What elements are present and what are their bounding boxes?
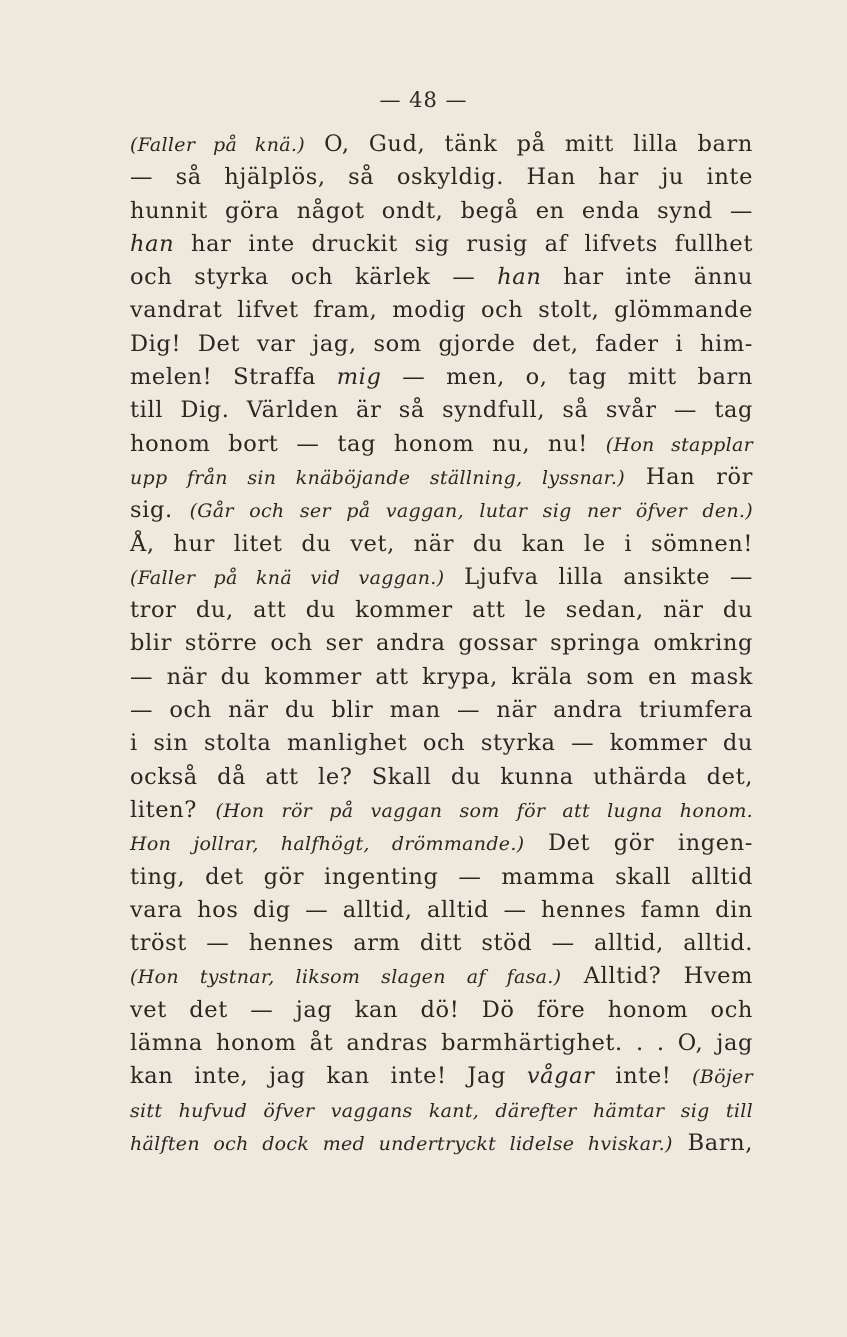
stage-direction: hälften och dock med undertryckt lidelse hviskar.) [130, 1132, 673, 1155]
stage-direction: (Hon rör på vaggan som för att lugna honom. [215, 799, 754, 822]
text-line [130, 328, 753, 361]
page-number: — 48 — [379, 88, 468, 112]
line-text: Dig! Det var jag, som gjorde det, fader i him- [130, 330, 753, 357]
text-line [130, 661, 753, 694]
emphasis-text: vågar [526, 1063, 595, 1090]
emphasis-text: han [497, 264, 542, 291]
line-text: — så hjälplös, så oskyldig. Han har ju inte [130, 164, 753, 191]
text-line [130, 927, 753, 960]
line-text: Han rör [624, 463, 753, 490]
stage-direction: (Hon tystnar, liksom slagen af fasa.) [130, 966, 562, 989]
line-text: lämna honom åt andras barmhärtighet. . . O, jag [130, 1030, 753, 1057]
line-text: — men, o, tag mitt barn [381, 364, 753, 391]
text-line [130, 627, 753, 660]
text-line [130, 428, 753, 461]
line-text: i sin stolta manlighet och styrka — kommer du [130, 730, 753, 757]
text-line [130, 461, 753, 494]
line-text: kan inte, jag kan inte! Jag [130, 1063, 527, 1090]
text-line [130, 761, 753, 794]
text-line [130, 594, 753, 627]
stage-direction: (Går och ser på vaggan, lutar sig ner öfver den.) [189, 500, 753, 523]
line-text: vara hos dig — alltid, alltid — hennes famn din [130, 896, 753, 923]
stage-direction: Hon jollrar, halfhögt, drömmande.) [130, 833, 525, 856]
text-line [130, 861, 753, 894]
line-text: sig. [130, 497, 190, 524]
line-text: — när du kommer att krypa, kräla som en mask [130, 663, 753, 690]
line-text: Å, hur litet du vet, när du kan le i sömnen! [130, 530, 753, 557]
text-line [130, 694, 753, 727]
stage-direction: (Faller på knä vid vaggan.) [130, 566, 445, 589]
text-line [130, 294, 753, 327]
line-text: liten? [130, 796, 216, 823]
text-line [130, 994, 753, 1027]
text-line [130, 1060, 753, 1093]
emphasis-text: mig [336, 364, 382, 391]
text-line [130, 894, 753, 927]
line-text: och styrka och kärlek — [130, 264, 498, 291]
line-text: har inte druckit sig rusig af lifvets fullhet [174, 230, 753, 257]
line-text: Det gör ingen- [524, 830, 753, 857]
text-line [130, 394, 753, 427]
text-line [130, 128, 753, 161]
line-text: O, Gud, tänk på mitt lilla barn [304, 131, 753, 157]
line-text: honom bort — tag honom nu, nu! [130, 430, 606, 457]
line-text: blir större och ser andra gossar springa omkring [130, 630, 753, 657]
text-line [130, 261, 753, 294]
body-text [130, 128, 753, 1160]
text-line [130, 195, 753, 228]
text-line [130, 228, 753, 261]
stage-direction: (Hon stapplar [605, 433, 753, 456]
stage-direction: upp från sin knäböjande ställning, lyssnar.) [130, 466, 625, 489]
line-text: till Dig. Världen är så syndfull, så svår — tag [130, 397, 753, 424]
text-line [130, 1127, 753, 1160]
line-text: Barn, [672, 1129, 753, 1156]
text-line [130, 561, 753, 594]
text-line [130, 528, 753, 561]
line-text: ting, det gör ingenting — mamma skall alltid [130, 863, 753, 890]
line-text: inte! [594, 1063, 693, 1090]
line-text: melen! Straffa [130, 364, 337, 391]
text-line [130, 1027, 753, 1060]
line-text: Ljufva lilla ansikte — [444, 563, 753, 590]
text-line [130, 1094, 753, 1127]
text-line [130, 827, 753, 860]
line-text: — och när du blir man — när andra triumfera [130, 697, 753, 724]
line-text: vandrat lifvet fram, modig och stolt, glömmande [130, 297, 753, 324]
line-text: Alltid? Hvem [561, 963, 753, 990]
stage-direction: sitt hufvud öfver vaggans kant, därefter hämtar sig till [130, 1099, 753, 1122]
text-line [130, 960, 753, 993]
text-line [130, 361, 753, 394]
line-text: tröst — hennes arm ditt stöd — alltid, alltid. [130, 930, 753, 957]
text-line [130, 161, 753, 194]
line-text: tror du, att du kommer att le sedan, när du [130, 597, 753, 624]
line-text: också då att le? Skall du kunna uthärda det, [130, 763, 753, 790]
stage-direction: (Faller på knä.) [130, 134, 305, 156]
text-line [130, 727, 753, 760]
text-line [130, 494, 753, 527]
emphasis-text: han [130, 230, 175, 257]
stage-direction: (Böjer [692, 1066, 753, 1089]
line-text: hunnit göra något ondt, begå en enda synd — [130, 197, 753, 224]
line-text: vet det — jag kan dö! Dö före honom och [130, 996, 753, 1023]
line-text: har inte ännu [541, 264, 753, 291]
text-line [130, 794, 753, 827]
